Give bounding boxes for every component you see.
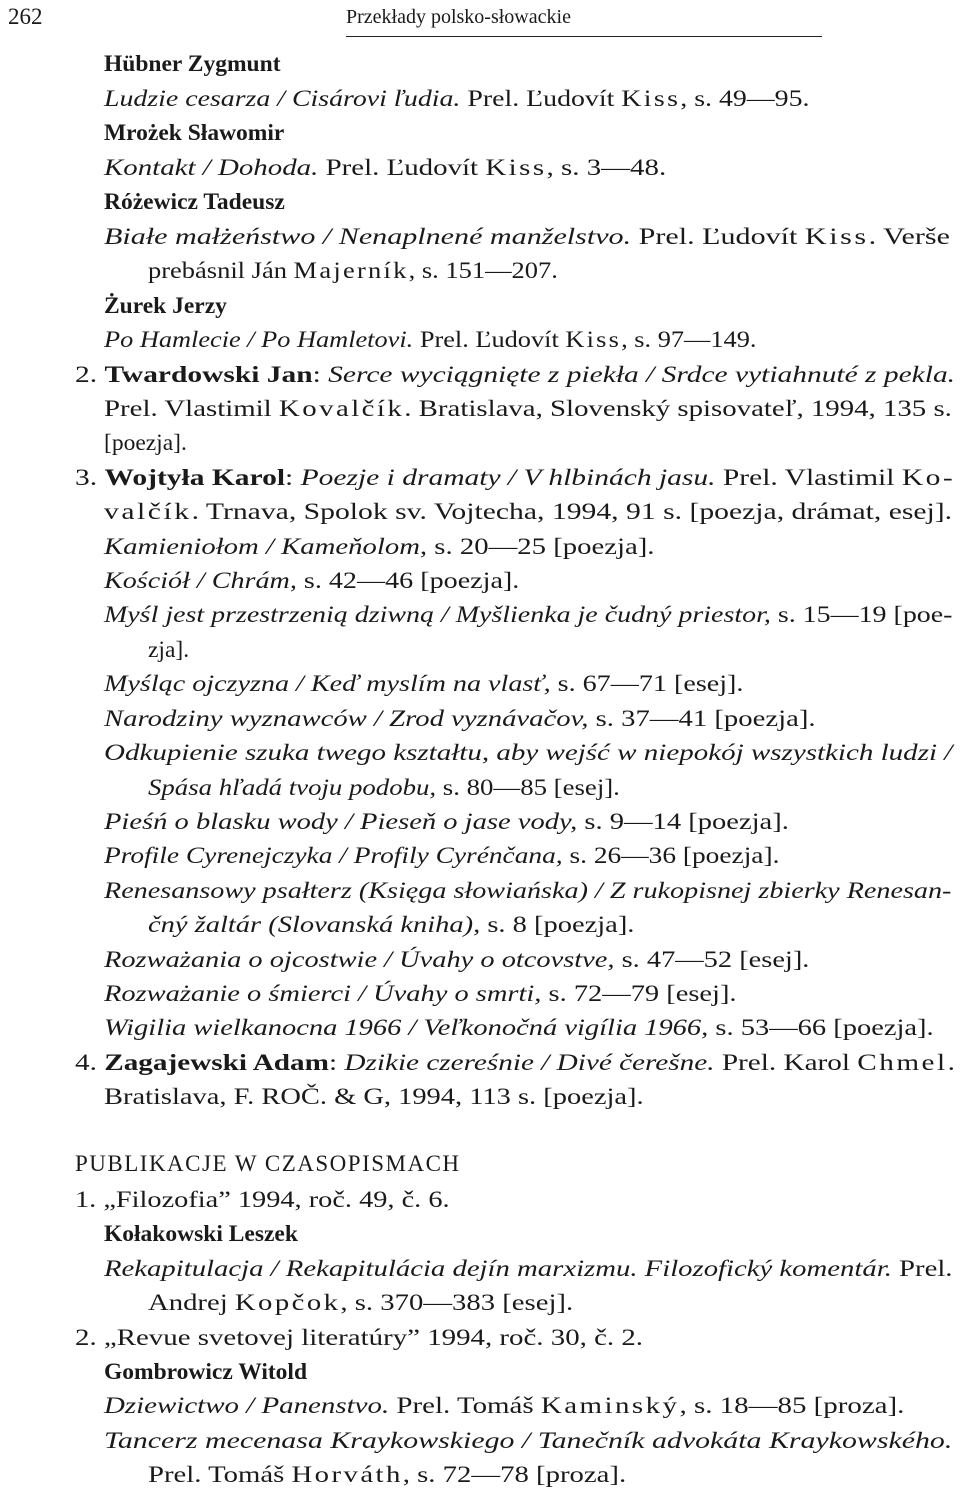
text-run: . Trnava, Spolok sv. Vojtecha, 1994, 91 s. [poezja, drámat, esej]. [191, 499, 953, 525]
work-title: Tancerz mecenasa Kraykowskiego / Tanečník advokáta Kraykowského. [104, 1428, 953, 1454]
text-run: Kiss [621, 86, 681, 112]
text-run: Prel. Ľudovít [413, 327, 566, 353]
text-run: , s. 49—95. [680, 86, 810, 112]
text-run: Ko- [901, 465, 956, 491]
text-line [104, 1391, 904, 1421]
work-title: Rozważanie o śmierci / Úvahy o smrti, [104, 981, 542, 1007]
text-line [148, 773, 620, 803]
text-run: 2. „Revue svetovej literatúry” 1994, roč. 30, č. 2. [75, 1325, 644, 1351]
author-name: Mrożek Sławomir [104, 120, 285, 146]
text-run: s. 72—79 [esej]. [541, 981, 737, 1007]
text-line [104, 979, 737, 1009]
text-run: Prel. Vlastimil [104, 396, 279, 422]
text-line [75, 463, 955, 493]
text-line [104, 187, 285, 217]
author-name: Zagajewski Adam [104, 1050, 329, 1076]
text-line [104, 118, 284, 148]
text-line [104, 394, 952, 424]
text-line [75, 1048, 955, 1078]
text-run: Prel. Ľudovít [631, 224, 805, 250]
author-name: Wojtyła Karol [104, 465, 286, 491]
header-rule [346, 36, 822, 37]
text-line [104, 876, 951, 906]
text-run: Andrej [148, 1290, 235, 1316]
text-run: 1. „Filozofia” 1994, roč. 49, č. 6. [75, 1187, 450, 1213]
text-run: Kiss [804, 224, 869, 250]
text-run: Majerník [293, 258, 409, 284]
text-run: Prel. [891, 1256, 953, 1282]
text-run: s. 80—85 [esej]. [436, 775, 620, 801]
text-line [104, 1426, 952, 1456]
work-title: Dziewictwo / Panenstvo. [104, 1393, 390, 1419]
work-title: Wigilia wielkanocna 1966 / Veľkonočná vigília 1966, [104, 1015, 709, 1041]
page-header [0, 0, 960, 36]
work-title: Ludzie cesarza / Cisárovi ľudia. [104, 86, 461, 112]
text-line [104, 49, 281, 79]
author-name: Różewicz Tadeusz [104, 189, 285, 215]
work-title: Spása hľadá tvoju podobu, [148, 775, 437, 801]
work-title: Białe małżeństwo / Nenaplnené manželstvo. [104, 224, 632, 250]
text-line [148, 1460, 626, 1490]
text-run: s. 37—41 [poezja]. [588, 706, 816, 732]
text-run: Prel. Tomáš [148, 1462, 292, 1488]
text-line [104, 807, 789, 837]
text-line [75, 1185, 450, 1215]
text-run: Kiss [565, 327, 622, 353]
text-line [104, 945, 809, 975]
text-run: zja]. [148, 637, 190, 663]
text-line [104, 669, 743, 699]
author-name: Gombrowicz Witold [104, 1359, 308, 1385]
work-title: Renesansowy psałterz (Księga słowiańska) / Z rukopisnej zbierky Renesan- [104, 878, 952, 904]
text-run: s. 20—25 [poezja]. [427, 534, 655, 560]
text-line [104, 153, 666, 183]
text-line [148, 256, 558, 286]
text-line [104, 532, 654, 562]
author-name: Twardowski Jan [104, 362, 313, 388]
text-run: Kovalčík [278, 396, 405, 422]
text-run: 4. [75, 1050, 105, 1076]
text-line [104, 291, 227, 321]
text-line [104, 222, 950, 252]
text-line [104, 325, 756, 355]
work-title: Profile Cyrenejczyka / Profily Cyrénčana, [104, 843, 563, 869]
text-run: 3. [75, 465, 105, 491]
work-title: Kościół / Chrám, [104, 568, 297, 594]
text-run: s. 26—36 [poezja]. [562, 843, 780, 869]
text-line [148, 1288, 573, 1318]
text-line [104, 566, 519, 596]
text-run: , s. 97—149. [621, 327, 757, 353]
text-run: : [328, 1050, 345, 1076]
text-run: , s. 72—78 [proza]. [402, 1462, 627, 1488]
text-line [104, 84, 809, 114]
text-run: Prel. Ľudovít [460, 86, 622, 112]
text-run: Kiss [485, 155, 547, 181]
text-run: , s. 370—383 [esej]. [340, 1290, 574, 1316]
text-line [104, 1219, 298, 1249]
work-title: Kamieniołom / Kameňolom, [104, 534, 428, 560]
text-run: Kopčok [234, 1290, 341, 1316]
text-run: s. 47—52 [esej]. [614, 947, 810, 973]
text-run: , s. 3—48. [546, 155, 667, 181]
text-line [104, 600, 953, 630]
work-title: Odkupienie szuka twego kształtu, aby wejść w niepokój wszystkich ludzi / [104, 740, 953, 766]
work-title: Serce wyciągnięte z piekła / Srdce vytiahnuté z pekla. [328, 362, 956, 388]
text-line [104, 1254, 952, 1284]
text-run: prebásnil Ján [148, 258, 294, 284]
text-run: s. 15—19 [poe- [770, 602, 953, 628]
text-line [104, 1013, 934, 1043]
text-run: valčík [104, 499, 192, 525]
text-run: s. 67—71 [esej]. [550, 671, 744, 697]
text-line [104, 1357, 307, 1387]
text-run: Bratislava, F. ROČ. & G, 1994, 113 s. [poezja]. [104, 1084, 644, 1110]
text-run: , s. 151—207. [408, 258, 558, 284]
text-run: s. 8 [poezja]. [480, 912, 635, 938]
text-run: [poezja]. [104, 430, 187, 456]
text-line [104, 497, 952, 527]
author-name: Żurek Jerzy [104, 293, 227, 319]
text-line [148, 910, 634, 940]
work-title: Kontakt / Dohoda. [104, 155, 319, 181]
text-line [104, 738, 952, 768]
text-run: s. 42—46 [poezja]. [296, 568, 520, 594]
text-run: 2. [75, 362, 105, 388]
work-title: Dzikie czereśnie / Divé čerešne. [344, 1050, 715, 1076]
text-run: Horváth [291, 1462, 403, 1488]
text-run: : [285, 465, 301, 491]
text-run: . Verše [868, 224, 950, 250]
text-run: . [947, 1050, 955, 1076]
text-run: s. 9—14 [poezja]. [577, 809, 789, 835]
section-heading: PUBLIKACJE W CZASOPISMACH [75, 1151, 461, 1176]
work-title: Rozważania o ojcostwie / Úvahy o otcovstve, [104, 947, 615, 973]
text-run: Chmel [857, 1050, 948, 1076]
work-title: Myśl jest przestrzenią dziwną / Myšlienka je čudný priestor, [104, 602, 771, 628]
text-line [104, 428, 187, 458]
text-line [104, 841, 779, 871]
text-run: Prel. Vlastimil [715, 465, 902, 491]
work-title: Pieśń o blasku wody / Pieseň o jase vody, [104, 809, 578, 835]
text-run: : [312, 362, 329, 388]
work-title: Myśląc ojczyzna / Keď myslím na vlasť, [104, 671, 551, 697]
page-number: 262 [8, 4, 43, 29]
running-title: Przekłady polsko-słowackie [346, 6, 571, 28]
text-run: Kaminský [540, 1393, 680, 1419]
work-title: čný žaltár (Slovanská kniha), [148, 912, 481, 938]
work-title: Rekapitulacja / Rekapitulácia dejín marxizmu. Filozofický komentár. [104, 1256, 892, 1282]
text-run: s. 53—66 [poezja]. [708, 1015, 934, 1041]
work-title: Narodziny wyznawców / Zrod vyznávačov, [104, 706, 589, 732]
text-run: Prel. Tomáš [389, 1393, 541, 1419]
text-run: Prel. Karol [714, 1050, 858, 1076]
work-title: Po Hamlecie / Po Hamletovi. [104, 327, 414, 353]
text-line [104, 1082, 644, 1112]
text-run: , s. 18—85 [proza]. [679, 1393, 905, 1419]
text-line [104, 704, 816, 734]
author-name: Kołakowski Leszek [104, 1221, 298, 1247]
text-run: Prel. Ľudovít [318, 155, 486, 181]
text-line [75, 1323, 643, 1353]
author-name: Hübner Zygmunt [104, 51, 281, 77]
text-run: . Bratislava, Slovenský spisovateľ, 1994, 135 s. [404, 396, 952, 422]
work-title: Poezje i dramaty / V hlbinách jasu. [300, 465, 716, 491]
text-line [75, 360, 955, 390]
text-line [148, 635, 189, 665]
